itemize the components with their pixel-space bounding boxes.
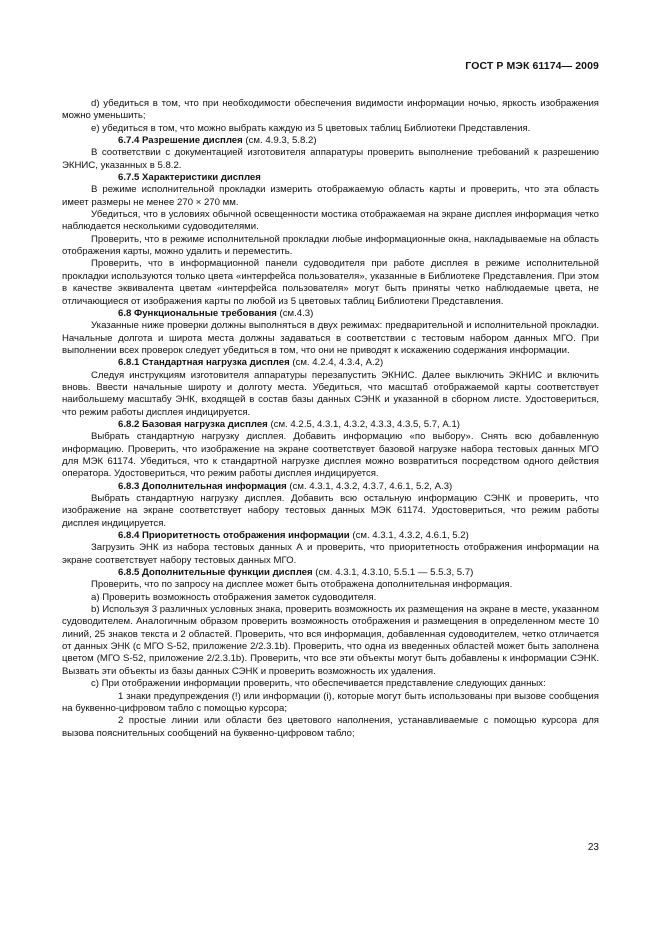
section-heading <box>62 172 599 184</box>
paragraph: Проверить, что в режиме исполнительной прокладки любые информационные окна, накладываемые на область отображения карты, можно удалить и переместить. <box>62 233 599 258</box>
section-heading <box>62 567 599 579</box>
section-heading-title: 6.8.5 Дополнительные функции дисплея <box>118 567 313 579</box>
paragraph: В соответствии с документацией изготовителя аппаратуры проверить выполнение требований к разрешению ЭКНИС, указанных в 5.8.2. <box>62 147 599 171</box>
section-heading <box>62 308 599 320</box>
numbered-item: 1 знаки предупреждения (!) или информации (i), которые могут быть использованы при вызове сообщения на буквенно-цифровом табло с помощью курсора; <box>62 690 599 714</box>
section-heading-refs: (см. 4.3.1, 4.3.2, 4.3.7, 4.6.1, 5.2, А.3) <box>286 480 453 492</box>
section-heading-refs: (см. 4.3.1, 4.3.2, 4.6.1, 5.2) <box>349 530 469 542</box>
paragraph: Проверить, что в информационной панели судоводителя при работе дисплея в режиме исполнительной прокладки используются только цвета «интерфейса пользователя», указанные в Библиотеке Представления. При этом в качестве эквивалента цветам «интерфейса пользователя» могут быть приняты четко наблюдаемые цвета, не отличающиеся от изображения карты по любой из 5 цветовых таблиц Библиотеки Представления. <box>62 258 599 307</box>
section-heading <box>62 135 599 147</box>
section-heading-title: 6.8.2 Базовая нагрузка дисплея <box>118 418 268 430</box>
paragraph: В режиме исполнительной прокладки измерить отображаемую область карты и проверить, что эта область имеет размеры не менее 270 × 270 мм. <box>62 184 599 208</box>
paragraph: Указанные ниже проверки должны выполняться в двух режимах: предварительной и исполнительной прокладки. Начальные долгота и широта места должны задаваться в соответствии с тестовым набором данных МГО. При выполнении всех проверок следует убедиться в том, что они не приводят к искажению содержания информации. <box>62 320 599 356</box>
document-body <box>62 98 599 740</box>
section-heading-refs: (см. 4.2.5, 4.3.1, 4.3.2, 4.3.3, 4.3.5, 5.7, А.1) <box>267 418 460 430</box>
page-header: ГОСТ Р МЭК 61174— 2009 <box>465 60 599 72</box>
paragraph: Выбрать стандартную нагрузку дисплея. Добавить информацию «по выбору». Снять всю добавленную информацию. Проверить, что изображение на экране соответствует базовой нагрузке набора тестовых данных МГО для МЭК 61174. Убедиться, что к стандартной нагрузке дисплея можно возвратиться посредством одного действия оператора. Удостовериться, что режим работы дисплея индицируется. <box>62 431 599 480</box>
section-heading-title: 6.8.1 Стандартная нагрузка дисплея <box>118 357 290 369</box>
section-heading-title: 6.8.3 Дополнительная информация <box>118 480 287 492</box>
section-heading-refs: (см.4.3) <box>276 307 314 319</box>
section-heading-title: 6.7.5 Характеристики дисплея <box>118 172 261 184</box>
list-item: b) Используя 3 различных условных знака, проверить возможность их размещения на экране в месте, указанном судоводителем. Аналогичным образом проверить возможность отображения и размещения в определенном месте 10 линий, 25 знаков текста и 2 областей. Проверить, что вся информация, добавленная судоводителем, четко отличается от данных ЭНК (с МГО S-52, приложение 2/2.3.1b). Проверить, что одна из введенных областей может быть заполнена цветом (МГО S-52, приложение 2/2.3.1b). Проверить, что все эти объекты могут быть добавлены к информации СЭНК. Вызвать эти объекты из базы данных СЭНК и проверить возможность их удаления. <box>62 604 599 677</box>
section-heading-title: 6.7.4 Разрешение дисплея <box>118 135 243 147</box>
paragraph: е) убедиться в том, что можно выбрать каждую из 5 цветовых таблиц Библиотеки Представления. <box>91 122 531 134</box>
section-heading-refs: (см. 4.2.4, 4.3.4, А.2) <box>289 357 384 369</box>
page-number: 23 <box>587 842 599 853</box>
section-heading-refs: (см. 4.3.1, 4.3.10, 5.5.1 — 5.5.3, 5.7) <box>312 567 474 579</box>
numbered-item: 2 простые линии или области без цветового наполнения, устанавливаемые с помощью курсора для вызова пояснительных сообщений на буквенно-цифровом табло; <box>62 715 599 739</box>
section-heading-title: 6.8 Функциональные требования <box>118 307 277 319</box>
paragraph: Загрузить ЭНК из набора тестовых данных А и проверить, что приоритетность отображения информации на экране соответствует набору тестовых данных МГО. <box>62 542 599 566</box>
section-heading <box>62 357 599 369</box>
section-heading <box>62 481 599 493</box>
list-item: c) При отображении информации проверить, что обеспечивается представление следующих данных: <box>91 678 546 690</box>
list-item: а) Проверить возможность отображения заметок судоводителя. <box>91 591 377 603</box>
section-heading-title: 6.8.4 Приоритетность отображения информации <box>118 530 350 542</box>
section-heading-refs: (см. 4.9.3, 5.8.2) <box>242 135 317 147</box>
paragraph: Выбрать стандартную нагрузку дисплея. Добавить всю остальную информацию СЭНК и проверить, что изображение на экране соответствует набору тестовых данных МЭК 61174. Удостовериться, что режим работы дисплея индицируется. <box>62 493 599 529</box>
paragraph: Убедиться, что в условиях обычной освещенности мостика отображаемая на экране дисплея информация четко наблюдается несколькими судоводителями. <box>62 209 599 233</box>
section-heading <box>62 419 599 431</box>
paragraph: Следуя инструкциям изготовителя аппаратуры перезапустить ЭКНИС. Далее выключить ЭКНИС и включить вновь. Ввести начальные широту и долготу места. Убедиться, что масштаб отображаемой карты соответствует наибольшему масштабу ЭНК, входящей в состав базы данных СЭНК и указанной в сборном листе. Удостовериться, что режим работы дисплея индицируется. <box>62 369 599 418</box>
paragraph: d) убедиться в том, что при необходимости обеспечения видимости информации ночью, яркость изображения можно уменьшить; <box>62 98 599 122</box>
section-heading <box>62 530 599 542</box>
paragraph: Проверить, что по запросу на дисплее может быть отображена дополнительная информация. <box>91 579 513 591</box>
